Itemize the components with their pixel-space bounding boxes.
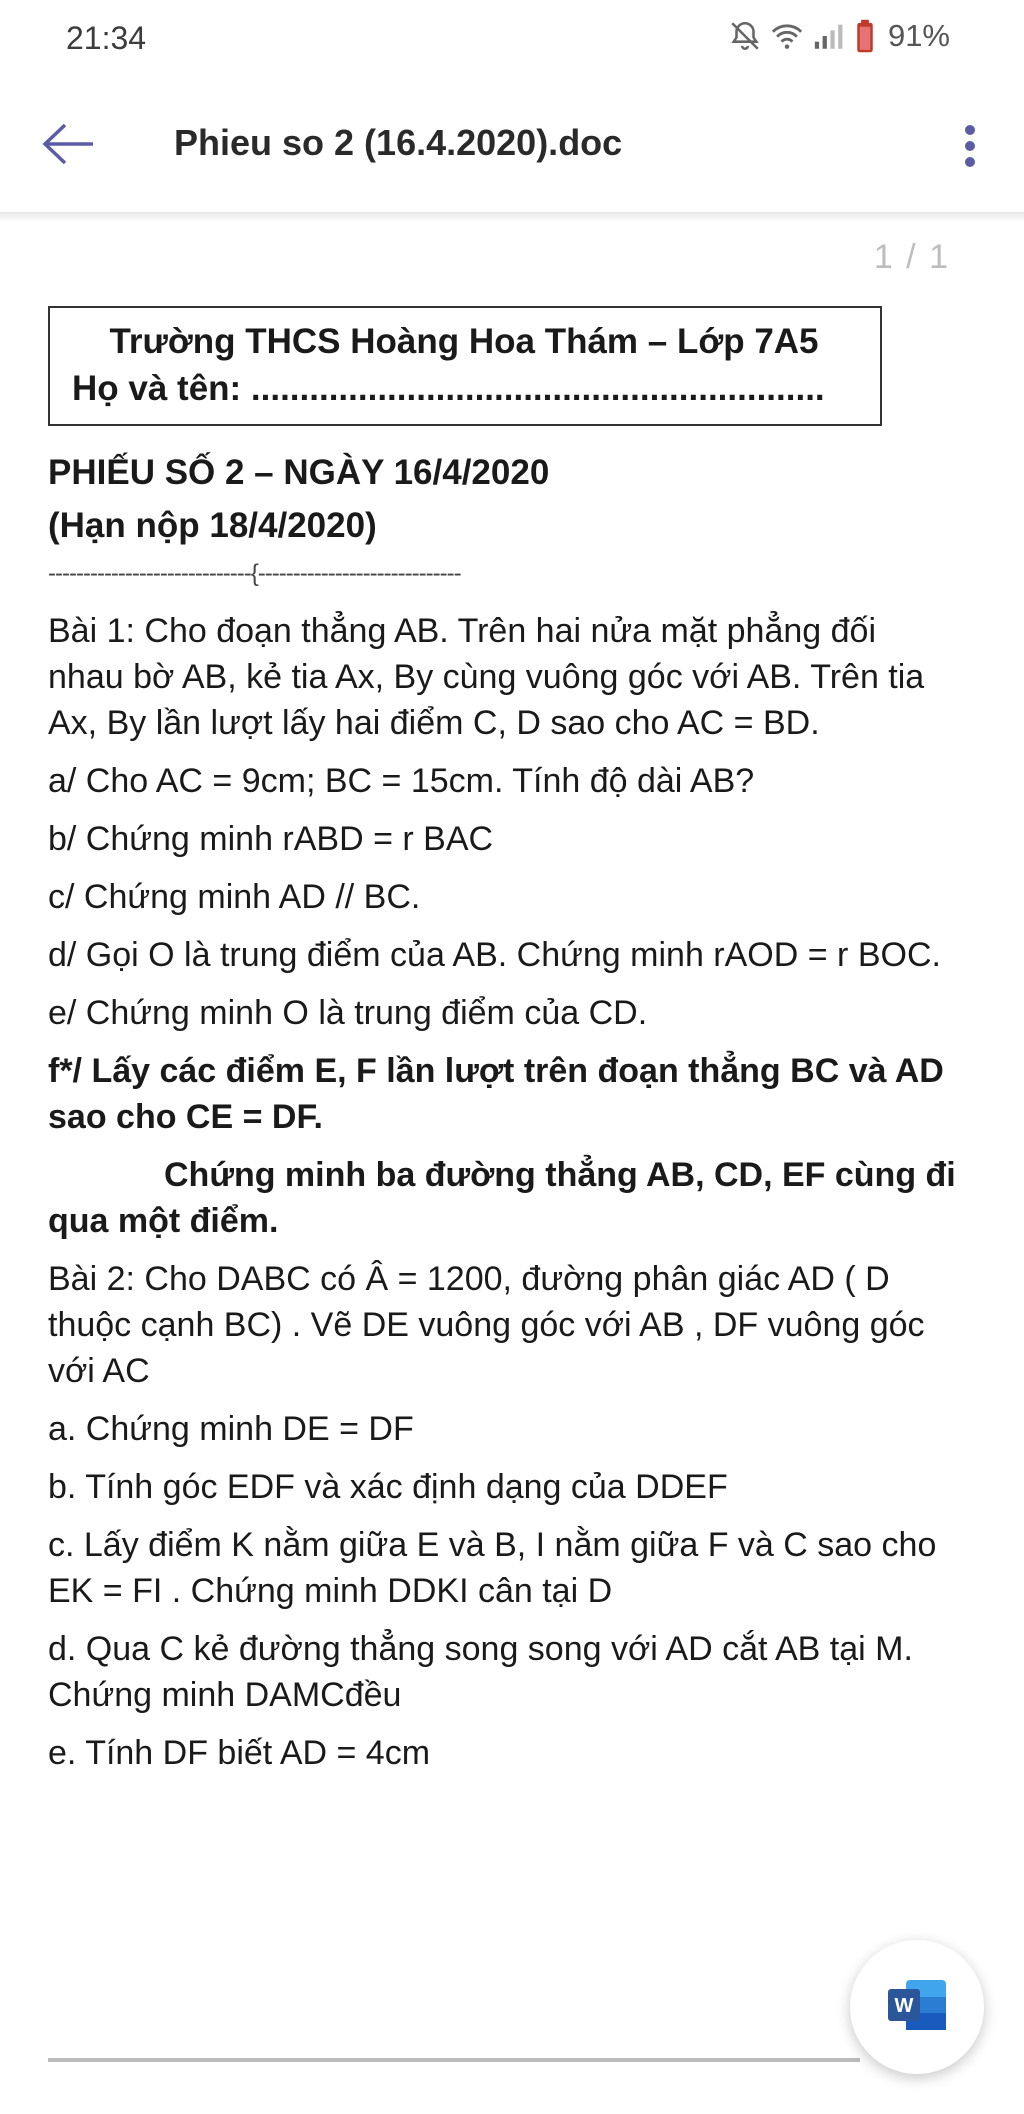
paragraph-1a: a/ Cho AC = 9cm; BC = 15cm. Tính độ dài AB? bbox=[48, 762, 755, 800]
paragraph-1c: c/ Chứng minh AD // BC. bbox=[48, 878, 421, 916]
back-button[interactable] bbox=[38, 116, 98, 176]
paragraph-bai-2: Bài 2: Cho DABC có Â = 1200, đường phân giác AD ( D thuộc cạnh BC) . Vẽ DE vuông góc với AB , DF vuông góc với AC bbox=[48, 1260, 925, 1390]
paragraph-1b: b/ Chứng minh rABD = r BAC bbox=[48, 820, 494, 858]
sheet-title: PHIẾU SỐ 2 – NGÀY 16/4/2020 bbox=[48, 453, 550, 492]
paragraph-1f-cont: Chứng minh ba đường thẳng AB, CD, EF cùng đi qua một điểm. bbox=[48, 1156, 956, 1240]
document-header-box bbox=[48, 306, 882, 426]
word-app-icon bbox=[886, 1978, 948, 2037]
paragraph-2b: b. Tính góc EDF và xác định dạng của DDEF bbox=[48, 1468, 728, 1506]
open-in-word-button[interactable] bbox=[850, 1940, 984, 2074]
name-line: Họ và tên: ........................................................... bbox=[72, 369, 825, 408]
divider-line: -----------------------------{----------------------------- bbox=[48, 560, 461, 587]
document-title: Phieu so 2 (16.4.2020).doc bbox=[174, 122, 623, 163]
status-time: 21:34 bbox=[66, 20, 147, 56]
paragraph-2a: a. Chứng minh DE = DF bbox=[48, 1410, 414, 1448]
more-vert-icon bbox=[963, 124, 977, 173]
battery-icon bbox=[854, 19, 876, 53]
mute-bell-icon bbox=[728, 19, 762, 53]
paragraph-1f: f*/ Lấy các điểm E, F lần lượt trên đoạn thẳng BC và AD sao cho CE = DF. bbox=[48, 1052, 944, 1136]
page-bottom-divider bbox=[48, 2058, 860, 2062]
more-options-button[interactable] bbox=[942, 120, 998, 176]
school-line: Trường THCS Hoàng Hoa Thám – Lớp 7A5 bbox=[109, 322, 819, 361]
signal-icon bbox=[812, 21, 846, 51]
paragraph-2d: d. Qua C kẻ đường thẳng song song với AD cắt AB tại M. Chứng minh DAMCđều bbox=[48, 1630, 913, 1714]
status-bar bbox=[0, 0, 1024, 80]
app-bar-shadow bbox=[0, 212, 1024, 222]
app-bar bbox=[0, 80, 1024, 212]
status-icons bbox=[728, 18, 950, 54]
paragraph-2e: e. Tính DF biết AD = 4cm bbox=[48, 1734, 431, 1772]
page-counter: 1 / 1 bbox=[873, 238, 950, 276]
deadline: (Hạn nộp 18/4/2020) bbox=[48, 506, 377, 545]
paragraph-1e: e/ Chứng minh O là trung điểm của CD. bbox=[48, 994, 648, 1032]
wifi-icon bbox=[770, 21, 804, 51]
paragraph-1d: d/ Gọi O là trung điểm của AB. Chứng minh rAOD = r BOC. bbox=[48, 936, 941, 974]
back-arrow-icon bbox=[41, 122, 95, 171]
document-page bbox=[48, 306, 960, 1788]
paragraph-bai-1: Bài 1: Cho đoạn thẳng AB. Trên hai nửa mặt phẳng đối nhau bờ AB, kẻ tia Ax, By cùng vuông góc với AB. Trên tia Ax, By lần lượt lấy hai điểm C, D sao cho AC = BD. bbox=[48, 612, 925, 742]
paragraph-2c: c. Lấy điểm K nằm giữa E và B, I nằm giữa F và C sao cho EK = FI . Chứng minh DDKI cân tại D bbox=[48, 1526, 937, 1610]
battery-percent: 91% bbox=[887, 18, 950, 53]
word-icon-letter: W bbox=[894, 1994, 914, 2017]
